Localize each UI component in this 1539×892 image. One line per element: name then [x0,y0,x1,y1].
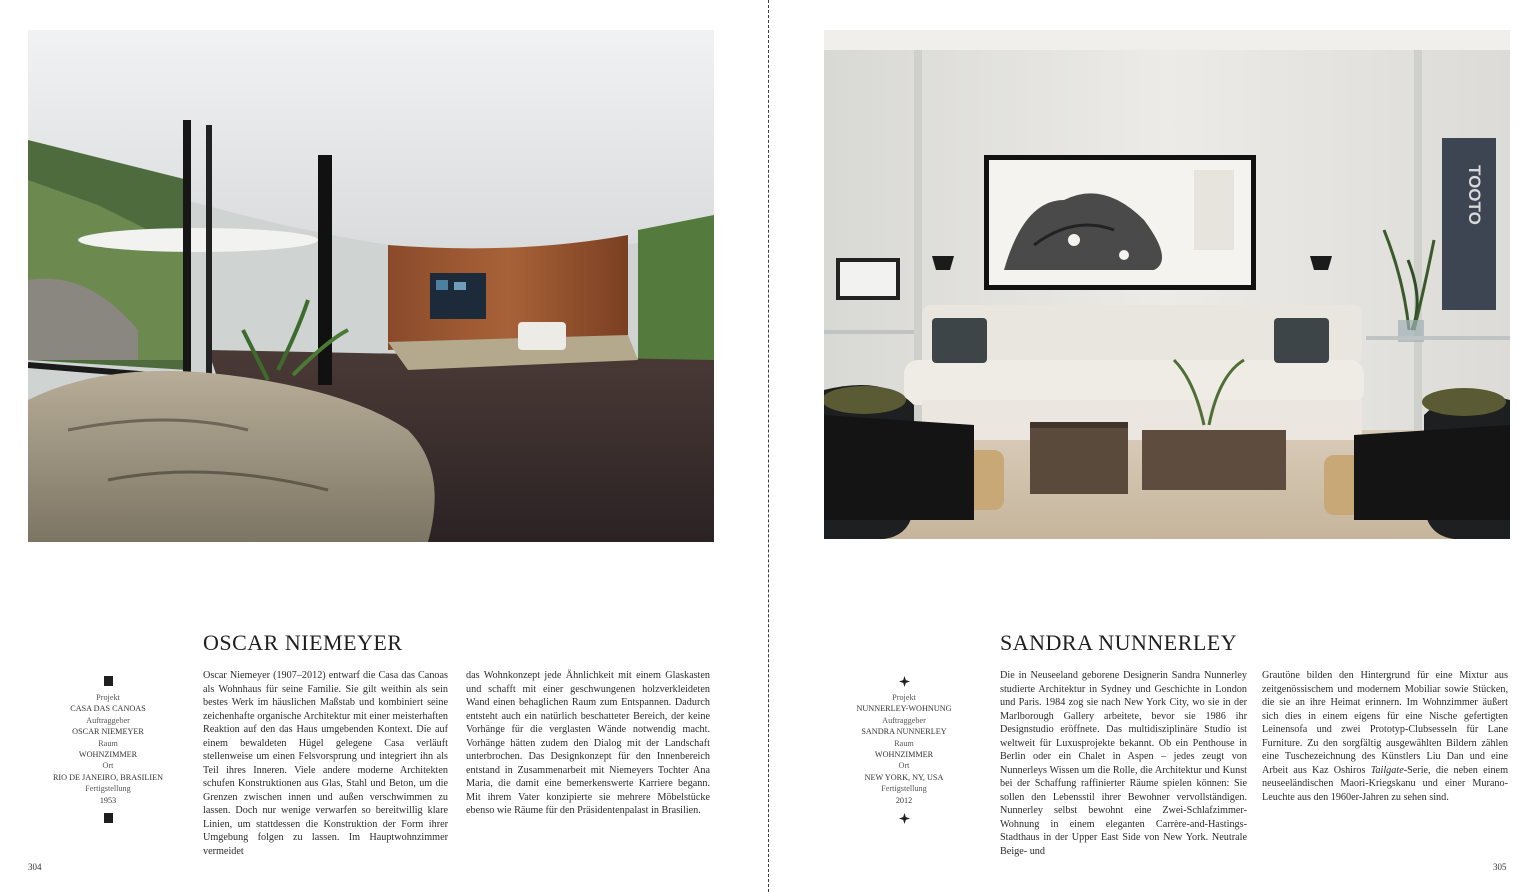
body-text-part: Grautöne bilden den Hintergrund für eine Mixtur aus zeitgenössischem und modernem Mobiliar sowie Stücken, die sie an ihre Heimat erinnern. Im Wohnzimmer äußert sich dies in einem eigens für eine Nische gefertigten Leinensofa und zwei Prototyp-Clubsesseln für Lane Furniture. Zu den sorgfältig ausgewählten Bildern zählen eine Tuschezeichnung des Künstlers Liu Dan und eine Arbeit aus Kaz Oshiros [1262,670,1508,776]
left-page [0,0,768,892]
completion-label: Fertigstellung [881,784,927,794]
client-value: OSCAR NIEMEYER [72,727,144,737]
body-text-part: -Serie, die neben einem neuseeländischen Maori-Kriegskanu und einer Murano-Leuchte aus den 1960er-Jahren zu sehen sind. [1262,764,1508,803]
page-number: 305 [1493,862,1507,872]
location-value: NEW YORK, NY, USA [864,772,944,782]
project-label: Projekt [96,693,120,702]
project-meta-block [824,672,984,829]
artwork-lettering: TOOTO [1465,165,1484,225]
client-label: Auftraggeber [86,715,130,725]
project-value: NUNNERLEY-WOHNUNG [856,704,952,714]
room-value: WOHNZIMMER [874,750,934,760]
designer-name-heading: SANDRA NUNNERLEY [1000,630,1238,655]
completion-value: 1953 [99,795,117,805]
star-ornament-icon [824,813,984,823]
page-gutter [768,0,769,892]
project-meta-block [28,672,188,829]
right-page [770,0,1539,892]
body-text-column-1: Die in Neuseeland geborene Designerin Sandra Nunnerley studierte Architektur in Sydney und Geschichte in London und Paris. 1984 zog sie nach New York City, wo sie in der Marlborough Gallery arbeitete, bevor sie 1986 ihr Designstudio eröffnete. Das multidisziplinäre Studio ist weltweit für Luxusprojekte bekannt. Ob ein Penthouse in Berlin oder ein Chalet in Aspen – jedes zeugt von Nunnerleys Wissen um die Rolle, die Architektur und Kunst bei der Schaffung raffinierter Räume spielen können: Sie sollen den Lebensstil ihrer Bewohner vervollständigen. Nunnerley selbst bewohnt eine Zwei-Schlafzimmer-Wohnung in einem eleganten Carrère-and-Hastings-Stadthaus in der Upper East Side von New York. Neutrale Beige- und [1000,670,1247,857]
completion-value: 2012 [895,795,913,805]
star-ornament-icon [824,676,984,686]
nunnerley-apartment-photo [824,30,1510,539]
location-label: Ort [102,761,114,771]
room-label: Raum [894,738,914,748]
project-label: Projekt [892,693,916,702]
body-text-column-2: das Wohnkonzept jede Ähnlichkeit mit einem Glaskasten und schafft mit einer geschwungenen holzverkleideten Wand einen behaglichen Raum zum Entspannen. Dadurch entsteht auch ein natürlich beschatteter Bereich, der keine Vorhänge für die verglasten Wände notwendig macht. Vorhänge hätten zudem den Dialog mit der Landschaft unterbrochen. Das Designkonzept für den Innenbereich entstand in Zusammenarbeit mit Niemeyers Tochter Ana Maria, die damit eine bemerkenswerte Karriere begann. Mit ihrem Vater konzipierte sie mehrere Möbelstücke ebenso wie Räume für den Präsidentenpalast in Brasilien. [466,670,710,816]
body-text-column-2 [1262,669,1508,804]
completion-label: Fertigstellung [85,784,131,794]
series-title-italic: Tailgate [1370,764,1404,776]
location-value: RIO DE JANEIRO, BRASILIEN [52,772,164,782]
casa-das-canoas-photo [28,30,714,542]
client-value: SANDRA NUNNERLEY [861,727,947,737]
square-ornament-icon [104,676,113,686]
room-label: Raum [98,738,118,748]
body-text-column-1: Oscar Niemeyer (1907–2012) entwarf die Casa das Canoas als Wohnhaus für seine Familie. Sie gilt weithin als sein bestes Werk im häuslichen Maßstab und kombiniert seine zeichenhafte organische Architektur mit einer meisterhaften Reaktion auf den das Haus umgebenden Kontext. Die auf einem bewaldeten Hügel gelegene Casa verläuft stellenweise um einen Felsvorsprung und integriert ihn als Teil ihres Inneren. Viele andere moderne Architekten schufen Konstruktionen aus Glas, Stahl und Beton, um die Grenzen zwischen innen und außen verschwimmen zu lassen. Doch nur wenige verwarfen so bereitwillig klare Linien, um stattdessen die Konstruktion der Form ihrer Umgebung folgen zu lassen. Im Hauptwohnzimmer vermeidet [203,670,448,857]
project-value: CASA DAS CANOAS [70,704,146,714]
location-label: Ort [898,761,910,771]
client-label: Auftraggeber [882,715,926,725]
square-ornament-icon [104,813,113,823]
designer-name-heading: OSCAR NIEMEYER [203,630,403,655]
room-value: WOHNZIMMER [78,750,138,760]
page-number: 304 [28,862,42,872]
